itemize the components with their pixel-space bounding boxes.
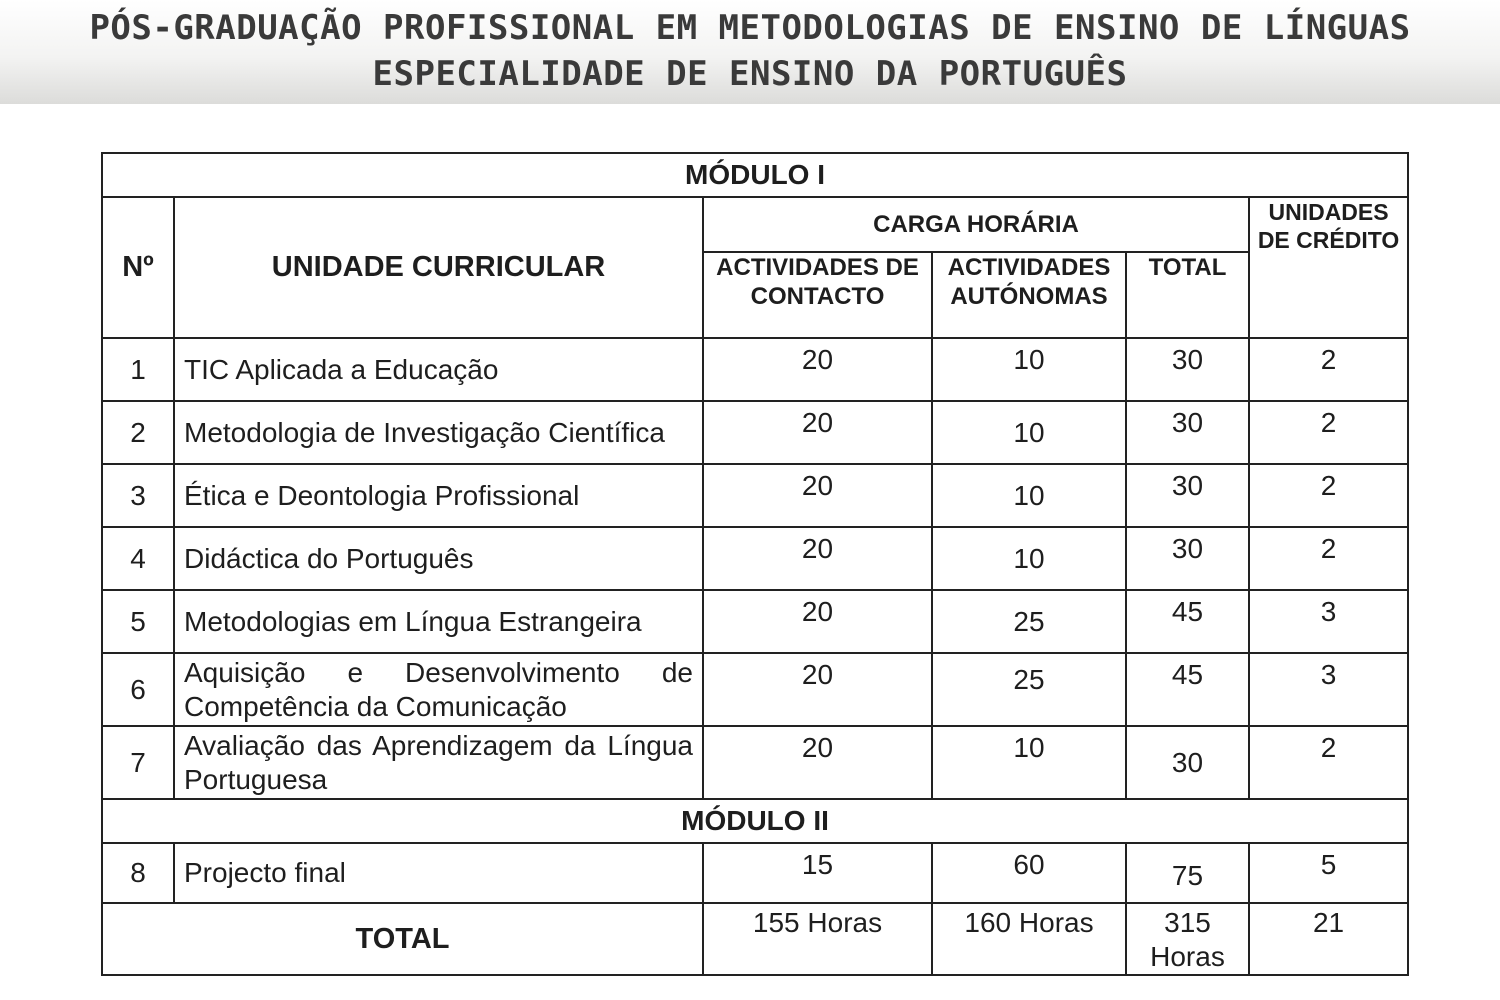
contact-hours: 20 [703, 464, 932, 527]
unit-name: Didáctica do Português [174, 527, 703, 590]
row-number: 8 [102, 843, 174, 903]
unit-name: Avaliação das Aprendizagem da Língua Portuguesa [174, 726, 703, 799]
unit-name: Ética e Deontologia Profissional [174, 464, 703, 527]
autonomous-hours: 60 [932, 843, 1126, 903]
row-number: 1 [102, 338, 174, 401]
contact-hours: 20 [703, 338, 932, 401]
credit-units: 2 [1249, 401, 1408, 464]
autonomous-hours: 10 [932, 401, 1126, 464]
unit-name: Metodologias em Língua Estrangeira [174, 590, 703, 653]
unit-header: UNIDADE CURRICULAR [174, 197, 703, 338]
table-row [102, 401, 1408, 464]
credits-header: UNIDADES DE CRÉDITO [1249, 197, 1408, 338]
unit-name: TIC Aplicada a Educação [174, 338, 703, 401]
credit-units: 5 [1249, 843, 1408, 903]
document-subtitle: ESPECIALIDADE DE ENSINO DA PORTUGUÊS [372, 54, 1128, 94]
unit-name: Projecto final [174, 843, 703, 903]
module-row [102, 799, 1408, 843]
contact-hours: 20 [703, 527, 932, 590]
curriculum-table [101, 152, 1409, 976]
total-hours: 75 [1126, 843, 1249, 903]
unit-name: Aquisição e Desenvolvimento de Competência da Comunicação [174, 653, 703, 726]
workload-header: CARGA HORÁRIA [703, 197, 1249, 252]
title-banner [0, 0, 1500, 104]
table-row [102, 338, 1408, 401]
table-row [102, 464, 1408, 527]
autonomous-hours: 10 [932, 338, 1126, 401]
contact-hours: 15 [703, 843, 932, 903]
autonomous-hours: 25 [932, 590, 1126, 653]
credit-units: 3 [1249, 590, 1408, 653]
row-number: 5 [102, 590, 174, 653]
total-hours: 45 [1126, 590, 1249, 653]
total-contact-hours: 155 Horas [703, 903, 932, 975]
autonomous-hours: 10 [932, 527, 1126, 590]
number-header: Nº [102, 197, 174, 338]
totals-row [102, 903, 1408, 975]
autonomous-hours: 10 [932, 726, 1126, 799]
totals-label: TOTAL [102, 903, 703, 975]
module-row [102, 153, 1408, 197]
table-row [102, 590, 1408, 653]
total-hours: 30 [1126, 401, 1249, 464]
row-number: 7 [102, 726, 174, 799]
row-number: 6 [102, 653, 174, 726]
credit-units: 2 [1249, 464, 1408, 527]
total-autonomous-hours: 160 Horas [932, 903, 1126, 975]
module-2-heading: MÓDULO II [102, 799, 1408, 843]
total-hours: 30 [1126, 464, 1249, 527]
autonomous-hours: 25 [932, 653, 1126, 726]
total-credit-units: 21 [1249, 903, 1408, 975]
credit-units: 2 [1249, 338, 1408, 401]
total-hours-sum: 315 Horas [1126, 903, 1249, 975]
contact-hours: 20 [703, 653, 932, 726]
table-row [102, 726, 1408, 799]
unit-name: Metodologia de Investigação Científica [174, 401, 703, 464]
total-header: TOTAL [1126, 252, 1249, 338]
row-number: 3 [102, 464, 174, 527]
header-row [102, 197, 1408, 252]
table-row [102, 653, 1408, 726]
total-hours: 45 [1126, 653, 1249, 726]
contact-hours: 20 [703, 726, 932, 799]
table-row [102, 527, 1408, 590]
total-hours: 30 [1126, 726, 1249, 799]
contact-hours: 20 [703, 401, 932, 464]
row-number: 4 [102, 527, 174, 590]
row-number: 2 [102, 401, 174, 464]
credit-units: 2 [1249, 527, 1408, 590]
document-title: PÓS-GRADUAÇÃO PROFISSIONAL EM METODOLOGIAS DE ENSINO DE LÍNGUAS [89, 8, 1411, 48]
module-1-heading: MÓDULO I [102, 153, 1408, 197]
credit-units: 3 [1249, 653, 1408, 726]
total-hours: 30 [1126, 527, 1249, 590]
contact-hours: 20 [703, 590, 932, 653]
total-hours: 30 [1126, 338, 1249, 401]
table-row [102, 843, 1408, 903]
credit-units: 2 [1249, 726, 1408, 799]
autonomous-header: ACTIVIDADES AUTÓNOMAS [932, 252, 1126, 338]
contact-header: ACTIVIDADES DE CONTACTO [703, 252, 932, 338]
autonomous-hours: 10 [932, 464, 1126, 527]
